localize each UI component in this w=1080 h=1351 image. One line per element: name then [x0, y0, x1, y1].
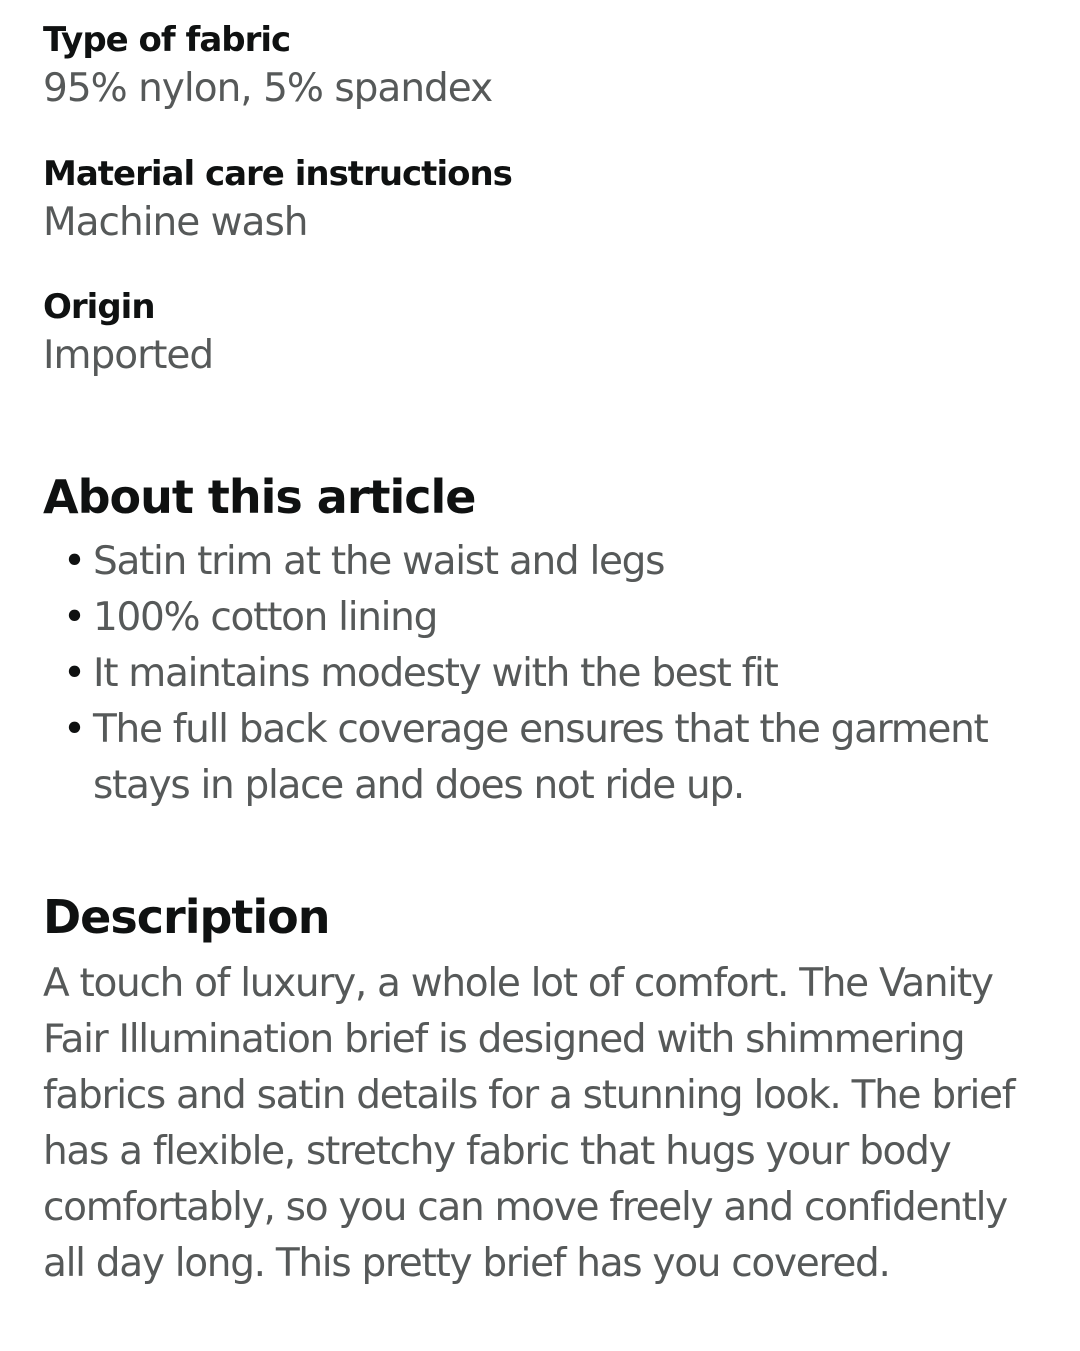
spec-care-instructions	[43, 152, 512, 250]
spec-label: Origin	[43, 287, 155, 327]
bullet-icon: •	[63, 651, 85, 696]
bullet-icon: •	[63, 707, 85, 752]
spec-value: 95% nylon, 5% spandex	[43, 66, 493, 111]
bullet-text: Satin trim at the waist and legs	[93, 539, 665, 584]
description-section-title: Description	[43, 890, 330, 944]
about-bullet-list	[43, 534, 1053, 814]
bullet-text: It maintains modesty with the best fit	[93, 651, 778, 696]
bullet-text: 100% cotton lining	[93, 595, 438, 640]
spec-label: Type of fabric	[43, 20, 291, 60]
spec-origin	[43, 285, 213, 383]
bullet-icon: •	[63, 595, 85, 640]
list-item	[43, 702, 1053, 814]
description-text: A touch of luxury, a whole lot of comfort. The Vanity Fair Illumination brief is designed with shimmering fabrics and satin details for a stunning look. The brief has a flexible, stretchy fabric that hugs your body comfortably, so you can move freely and confidently all day long. This pretty brief has you covered.	[43, 961, 1015, 1286]
spec-fabric-type	[43, 18, 492, 116]
list-item	[43, 534, 1053, 590]
list-item	[43, 646, 1053, 702]
list-item	[43, 590, 1053, 646]
about-section-title: About this article	[43, 470, 476, 524]
spec-value: Machine wash	[43, 200, 308, 245]
spec-label: Material care instructions	[43, 154, 512, 194]
bullet-text: The full back coverage ensures that the garment stays in place and does not ride up.	[93, 707, 988, 808]
bullet-icon: •	[63, 539, 85, 584]
spec-value: Imported	[43, 333, 214, 378]
